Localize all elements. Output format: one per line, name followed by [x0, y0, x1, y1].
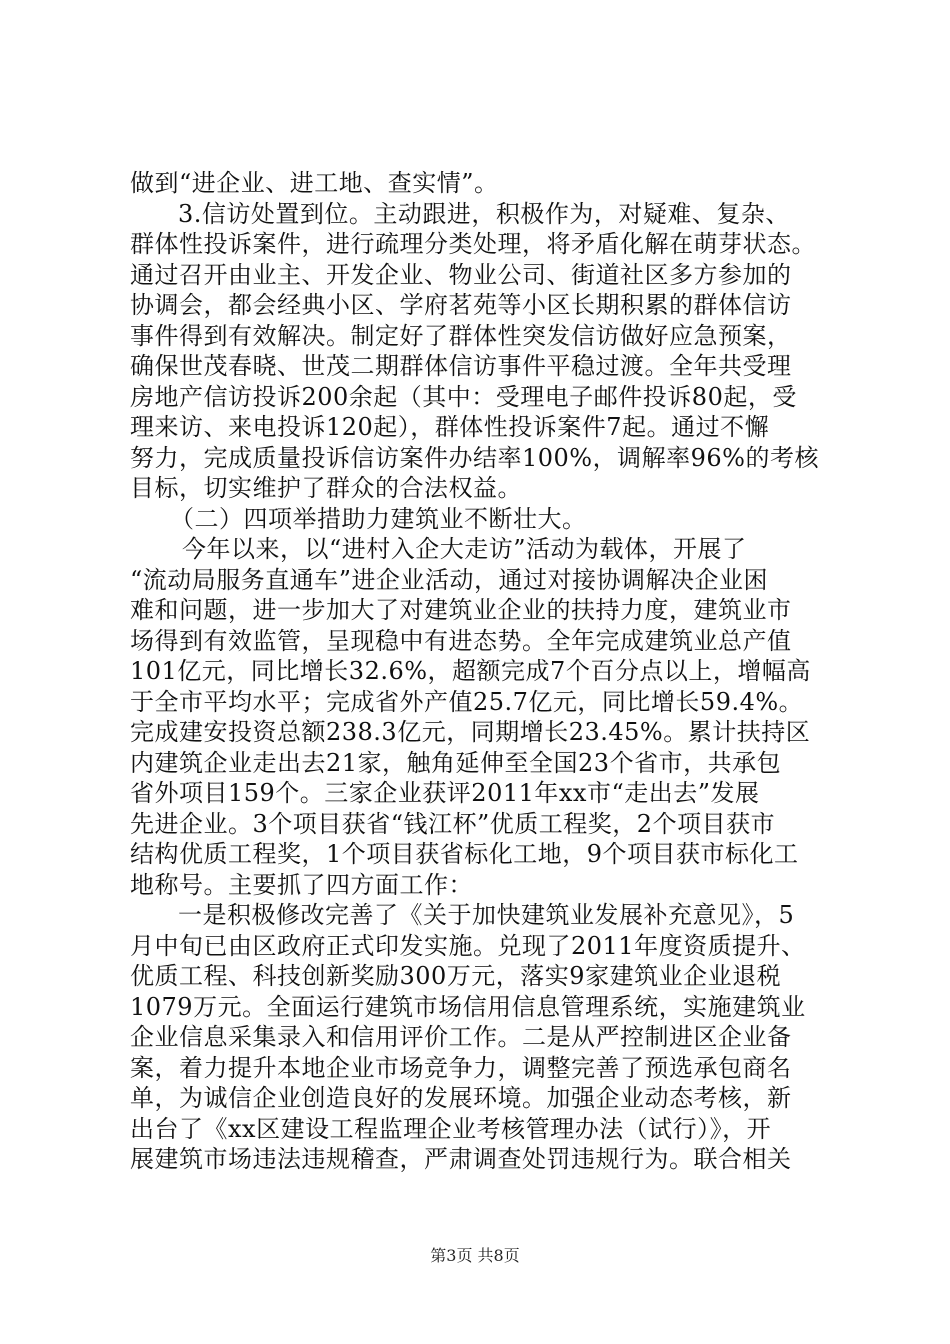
text-line: 理来访、来电投诉120起），群体性投诉案件7起。通过不懈 — [130, 413, 770, 441]
text-line: 于全市平均水平；完成省外产值25.7亿元，同比增长59.4%。 — [130, 687, 804, 716]
text-line: 场得到有效监管，呈现稳中有进态势。全年完成建筑业总产值 — [130, 626, 792, 655]
section-heading: （二）四项举措助力建筑业不断壮大。 — [170, 504, 587, 533]
text-line: 1079万元。全面运行建筑市场信用信息管理系统，实施建筑业 — [130, 992, 806, 1021]
text-line: 优质工程、科技创新奖励300万元，落实9家建筑业企业退税 — [130, 962, 782, 990]
text-line: 协调会，都会经典小区、学府茗苑等小区长期积累的群体信访 — [130, 291, 792, 319]
document-body — [130, 168, 830, 1175]
text-line: 通过召开由业主、开发企业、物业公司、街道社区多方参加的 — [130, 260, 792, 289]
text-line: 地称号。主要抓了四方面工作： — [130, 870, 473, 899]
text-line: 做到“进企业、进工地、查实情”。 — [130, 169, 499, 197]
text-line: 先进企业。3个项目获省“钱江杯”优质工程奖，2个项目获市 — [130, 809, 776, 838]
text-line: 努力，完成质量投诉信访案件办结率100%，调解率96%的考核 — [130, 443, 819, 472]
text-line: 月中旬已由区政府正式印发实施。兑现了2011年度资质提升、 — [130, 931, 806, 960]
text-line: 省外项目159个。三家企业获评2011年xx市“走出去”发展 — [130, 779, 760, 807]
text-line: 出台了《xx区建设工程监理企业考核管理办法（试行）》，开 — [130, 1114, 772, 1143]
page-number-footer: 第3页 共8页 — [430, 1246, 520, 1265]
text-line: 案，着力提升本地企业市场竞争力，调整完善了预选承包商名 — [130, 1053, 792, 1082]
text-line: 结构优质工程奖，1个项目获省标化工地，9个项目获市标化工 — [130, 840, 799, 868]
text-line: 群体性投诉案件，进行疏理分类处理，将矛盾化解在萌芽状态。 — [130, 230, 816, 258]
text-line: 房地产信访投诉200余起（其中：受理电子邮件投诉80起，受 — [130, 382, 797, 411]
text-line: 今年以来，以“进村入企大走访”活动为载体，开展了 — [182, 535, 747, 563]
text-line: 完成建安投资总额238.3亿元，同期增长23.45%。累计扶持区 — [130, 718, 811, 746]
text-line: 确保世茂春晓、世茂二期群体信访事件平稳过渡。全年共受理 — [130, 352, 792, 380]
text-line: 目标，切实维护了群众的合法权益。 — [130, 474, 522, 502]
text-line: 事件得到有效解决。制定好了群体性突发信访做好应急预案， — [130, 321, 792, 350]
text-line: “流动局服务直通车”进企业活动，通过对接协调解决企业困 — [130, 565, 769, 594]
text-line: 难和问题，进一步加大了对建筑业企业的扶持力度，建筑业市 — [130, 596, 792, 624]
text-line: 企业信息采集录入和信用评价工作。二是从严控制进区企业备 — [130, 1023, 792, 1051]
text-line: 101亿元，同比增长32.6%，超额完成7个百分点以上，增幅高 — [130, 657, 811, 685]
text-line: 3.信访处置到位。主动跟进，积极作为，对疑难、复杂、 — [178, 199, 790, 228]
text-line: 一是积极修改完善了《关于加快建筑业发展补充意见》，5 — [178, 901, 795, 929]
text-line: 内建筑企业走出去21家，触角延伸至全国23个省市，共承包 — [130, 748, 782, 777]
text-line: 展建筑市场违法违规稽查，严肃调查处罚违规行为。联合相关 — [130, 1145, 792, 1173]
text-line: 单，为诚信企业创造良好的发展环境。加强企业动态考核，新 — [130, 1084, 792, 1112]
